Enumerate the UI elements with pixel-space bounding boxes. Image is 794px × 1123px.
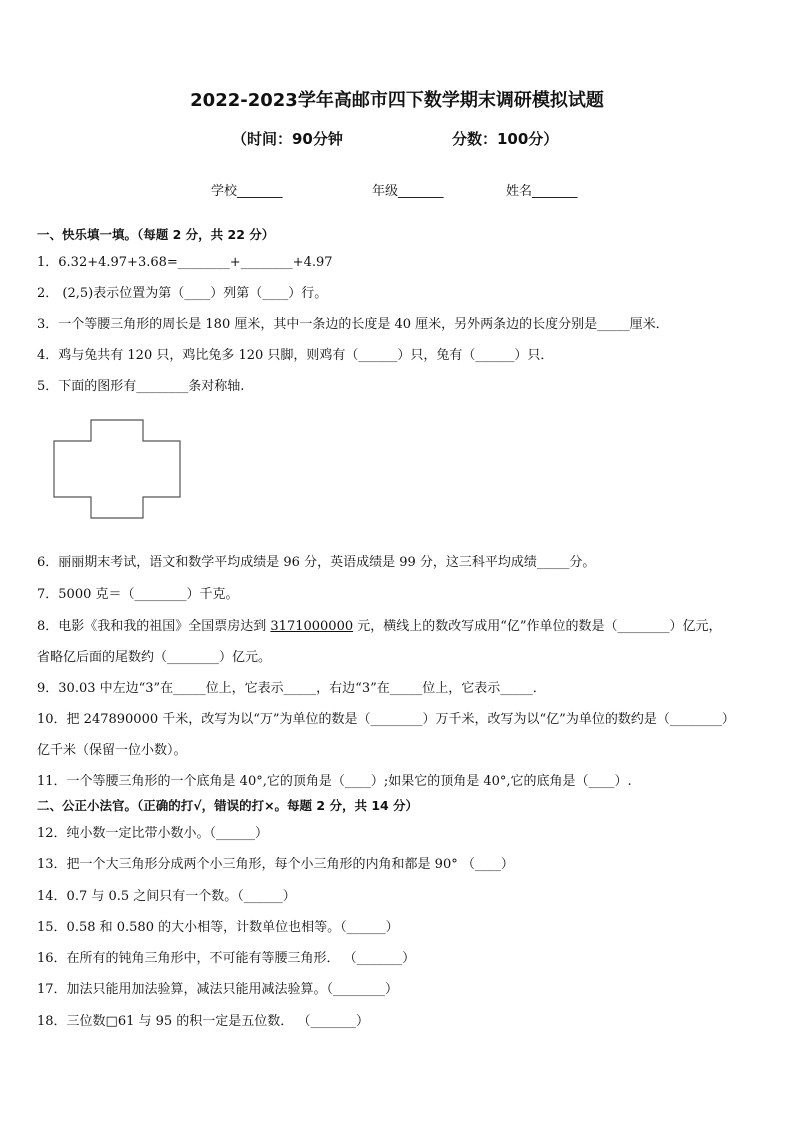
question-8-suffix: 元，横线上的数改写成用“亿”作单位的数是（________）亿元， [353, 619, 722, 634]
page-title: 2022-2023学年高邮市四下数学期末调研模拟试题 [190, 90, 604, 111]
exam-time: （时间：90分钟 [232, 130, 343, 148]
grade-field[interactable]: 年级_______ [372, 184, 444, 199]
question-13: 13．把一个大三角形分成两个小三角形，每个小三角形的内角和都是 90° （____） [37, 857, 514, 872]
question-10: 10．把 247890000 千米，改写为以“万”为单位的数是（________）万千米，改写为以“亿”为单位的数约是（________） [37, 712, 735, 727]
question-1: 1．6.32+4.97+3.68=________+________+4.97 [37, 255, 333, 270]
question-5: 5．下面的图形有________条对称轴. [37, 379, 245, 394]
question-17: 17．加法只能用加法验算，减法只能用减法验算。（________） [37, 982, 399, 997]
question-8-continued: 省略亿后面的尾数约（________）亿元。 [37, 650, 272, 665]
question-8-number: 3171000000 [270, 619, 354, 634]
section-heading-1: 一、快乐填一填。（每题 2 分，共 22 分） [37, 227, 275, 242]
question-15: 15．0.58 和 0.580 的大小相等，计数单位也相等。（______） [37, 920, 399, 935]
cross-shape-figure [52, 418, 182, 522]
question-3: 3．一个等腰三角形的周长是 180 厘米，其中一条边的长度是 40 厘米，另外两条边的长度分别是_____厘米． [37, 317, 669, 332]
question-10-continued: 亿千米（保留一位小数）。 [37, 743, 187, 758]
question-4: 4．鸡与兔共有 120 只，鸡比兔多 120 只脚，则鸡有（______）只，兔有（______）只． [37, 348, 554, 363]
question-18: 18．三位数□61 与 95 的积一定是五位数． （_______） [37, 1014, 369, 1029]
section-heading-2: 二、公正小法官。（正确的打√，错误的打×。每题 2 分，共 14 分） [37, 798, 419, 813]
question-7: 7．5000 克＝（________）千克。 [37, 587, 239, 602]
question-8 [37, 615, 722, 634]
question-12: 12．纯小数一定比带小数小。（______） [37, 826, 269, 841]
school-field[interactable]: 学校_______ [211, 184, 283, 199]
name-field[interactable]: 姓名_______ [506, 184, 578, 199]
question-9: 9．30.03 中左边“3”在_____位上，它表示_____，右边“3”在_____位上，它表示_____． [37, 681, 546, 696]
question-11: 11．一个等腰三角形的一个底角是 40°,它的顶角是（____）;如果它的顶角是 40°,它的底角是（____）. [37, 774, 632, 789]
question-14: 14．0.7 与 0.5 之间只有一个数。（______） [37, 889, 296, 904]
question-16: 16．在所有的钝角三角形中，不可能有等腰三角形． （_______） [37, 951, 416, 966]
question-8-prefix: 8．电影《我和我的祖国》全国票房达到 [37, 619, 271, 634]
exam-score: 分数：100分） [452, 130, 559, 148]
question-2: 2． (2,5)表示位置为第（____）列第（____）行。 [37, 286, 328, 301]
question-6: 6．丽丽期末考试，语文和数学平均成绩是 96 分，英语成绩是 99 分，这三科平均成绩_____分。 [37, 555, 596, 570]
